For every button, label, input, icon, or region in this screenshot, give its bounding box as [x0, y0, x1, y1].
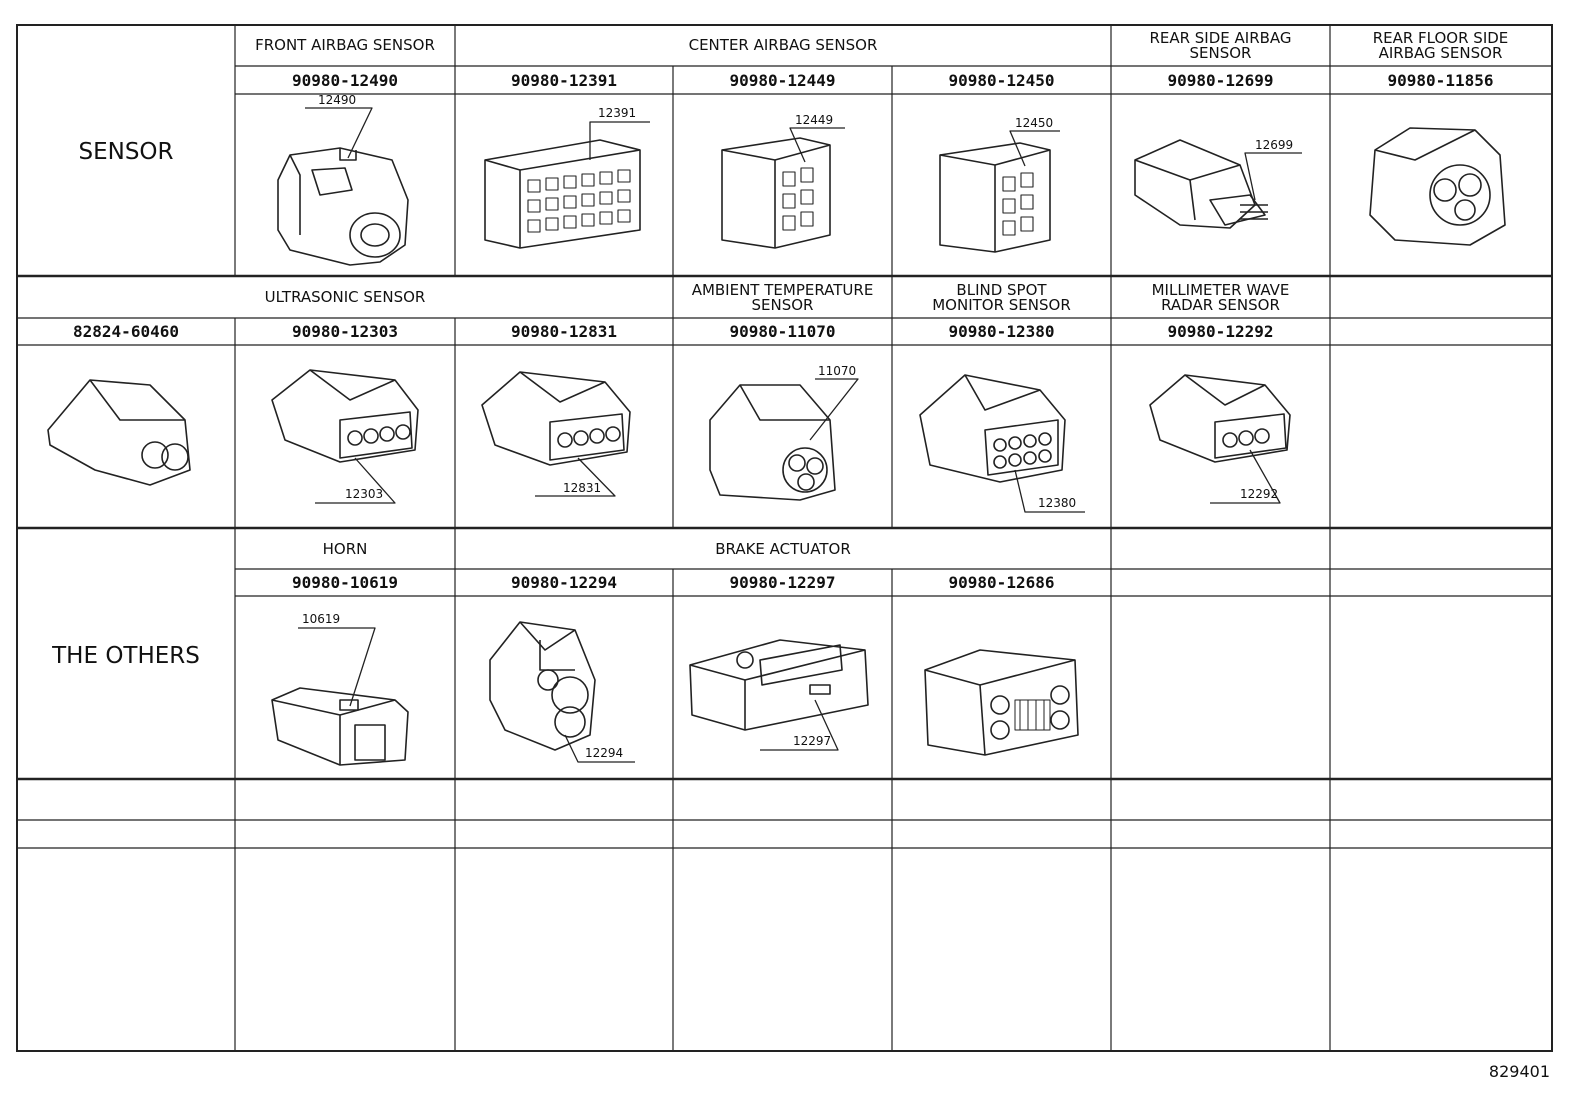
part-number: 90980-11856	[1387, 70, 1494, 90]
part-number: 90980-12380	[948, 322, 1055, 341]
connector-11070-drawing	[710, 385, 835, 500]
connector-12391-drawing	[485, 140, 640, 248]
part-number: 90980-12303	[292, 322, 398, 341]
connector-12297-drawing	[690, 640, 868, 730]
connector-12450-drawing	[940, 143, 1050, 252]
header-front-airbag-sensor: FRONT AIRBAG SENSOR	[255, 36, 435, 54]
callout-label: 12391	[598, 106, 637, 120]
part-number: 90980-12294	[511, 573, 617, 592]
section-label-sensor: SENSOR	[78, 139, 174, 165]
connector-82824-60460-drawing	[48, 380, 190, 485]
callout-label: 12490	[318, 93, 357, 107]
part-number: 90980-12449	[729, 70, 836, 90]
connector-12294-drawing	[490, 622, 595, 750]
part-number: 90980-12686	[948, 573, 1055, 592]
connector-12303-drawing	[272, 370, 418, 462]
part-number: 90980-10619	[292, 573, 398, 592]
section-label-others: THE OTHERS	[52, 643, 200, 669]
callout-label: 12292	[1240, 487, 1279, 501]
header-ultrasonic-sensor: ULTRASONIC SENSOR	[264, 288, 426, 306]
callout-label: 11070	[818, 364, 857, 378]
part-number: 90980-12699	[1167, 70, 1274, 90]
connector-12449-drawing	[722, 138, 830, 248]
connector-11856-drawing	[1370, 128, 1505, 245]
part-number: 90980-12391	[511, 70, 617, 90]
callout-label: 12294	[585, 746, 624, 760]
part-number: 90980-11070	[729, 322, 836, 341]
header-center-airbag-sensor: CENTER AIRBAG SENSOR	[688, 36, 878, 54]
callout-label: 12449	[795, 113, 834, 127]
callout-label: 12699	[1255, 138, 1294, 152]
connector-12831-drawing	[482, 372, 630, 465]
header-rear-side-airbag-sensor: REAR SIDE AIRBAG SENSOR	[1149, 28, 1292, 62]
header-horn: HORN	[322, 539, 368, 558]
connector-10619-drawing	[272, 688, 408, 765]
callout-label: 12303	[345, 487, 384, 501]
callout-label: 12450	[1015, 116, 1054, 130]
header-brake-actuator: BRAKE ACTUATOR	[715, 539, 851, 558]
part-number: 82824-60460	[73, 322, 179, 341]
header-ambient-temperature-sensor: AMBIENT TEMPERATURE SENSOR	[691, 280, 874, 314]
part-number: 90980-12292	[1167, 322, 1274, 341]
connector-12490-drawing	[278, 148, 408, 265]
callout-label: 12831	[563, 481, 602, 495]
header-millimeter-wave-radar-sensor: MILLIMETER WAVE RADAR SENSOR	[1151, 280, 1290, 314]
part-number: 90980-12297	[729, 573, 836, 592]
figure-id: 829401	[1488, 1062, 1550, 1081]
callout-label: 12380	[1038, 496, 1077, 510]
part-number: 90980-12450	[948, 70, 1055, 90]
connector-12686-drawing	[925, 650, 1078, 755]
callout-label: 12297	[793, 734, 832, 748]
connector-12292-drawing	[1150, 375, 1290, 462]
callout-label: 10619	[302, 612, 341, 626]
header-rear-floor-side-airbag-sensor: REAR FLOOR SIDE AIRBAG SENSOR	[1372, 28, 1509, 62]
connector-12380-drawing	[920, 375, 1065, 482]
part-number: 90980-12831	[511, 322, 617, 341]
part-number: 90980-12490	[292, 70, 398, 90]
header-blind-spot-monitor-sensor: BLIND SPOT MONITOR SENSOR	[932, 280, 1071, 314]
